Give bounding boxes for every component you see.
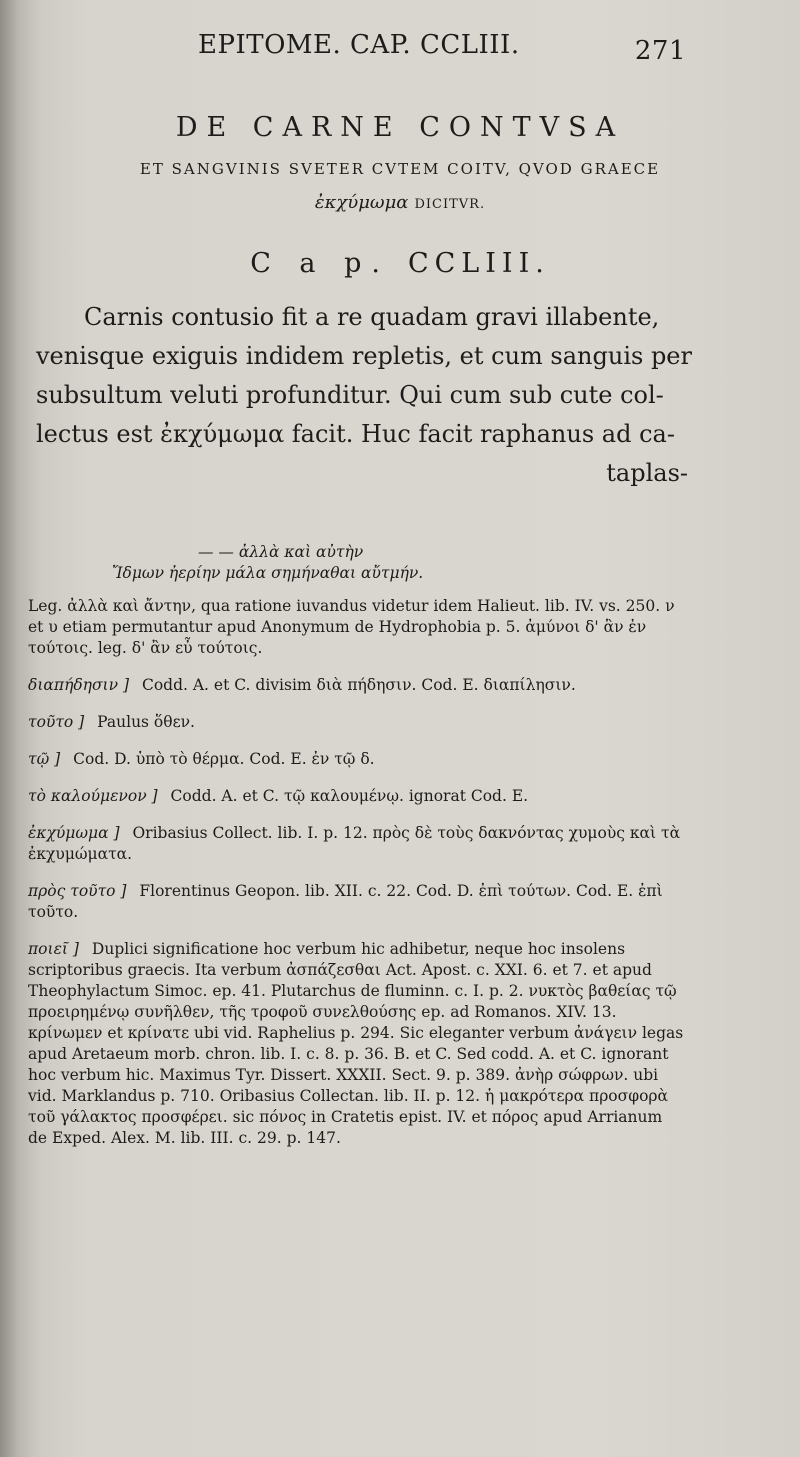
footnote-lemma: ποιεῖ ] [28,940,79,958]
footnote-lemma: ἐκχύμωμα ] [28,824,120,842]
footnotes [28,542,684,1149]
footnote-text: Duplici significatione hoc verbum hic adhibetur, neque hoc insolens scriptoribus graecis. Ita verbum ἀσπάζεσθαι Act. Apost. c. XXI. 6. et 7. et apud Theophylactum Simoc. ep. 41. Plutarchus de fluminn. c. I. p. 2. νυκτὸς βαθείας τῷ προειρημένῳ συνῆλθεν, τῆς τροφοῦ συνελθούσης ep. ad Romanos. XIV. 13. κρίνωμεν et κρίνατε ubi vid. Raphelius p. 294. Sic eleganter verbum ἀνάγειν legas apud Aretaeum morb. chron. lib. I. c. 8. p. 36. B. et C. Sed codd. A. et C. ignorant hoc verbum hic. Maximus Tyr. Dissert. XXXII. Sect. 9. p. 389. ἀνὴρ σώφρων. ubi vid. Marklandus p. 710. Oribasius Collectan. lib. II. p. 12. ἡ μακρότερα προσφορὰ τοῦ γάλακτος προσφέρει. sic πόνος in Cratetis epist. IV. et πόρος apud Arrianum de Exped. Alex. M. lib. III. c. 29. p. 147. [28,940,684,1147]
footnote-item [28,786,684,807]
chapter-cap-label: C a p. [250,248,390,279]
footnote-item [28,749,684,770]
verse-line: Ἴδμων ἠερίην μάλα σημήναθαι αὔτμήν. [112,564,424,582]
footnote-text: Codd. A. et C. τῷ καλουμένῳ. ignorat Cod. E. [170,787,529,805]
footnote-text: Paulus ὅθεν. [97,713,195,731]
verse-line: — — ἀλλὰ καὶ αὐτὴν [198,543,364,561]
footnote-item [28,823,684,865]
footnote-lemma: πρὸς τοῦτο ] [28,882,127,900]
footnote-item [28,939,684,1149]
chapter-roman-numeral: CCLIII. [407,248,550,279]
footnote-item [28,712,684,733]
running-header [198,30,686,70]
page-number: 271 [634,36,686,66]
footnote-text: Oribasius Collect. lib. I. p. 12. πρὸς δὲ τοὺς δακνόντας χυμοὺς καὶ τὰ ἐκχυμώματα. [28,824,681,863]
body-line: subsultum veluti profunditur. Qui cum sub cute col- [36,381,664,409]
body-line: lectus est ἐκχύμωμα facit. Huc facit raphanus ad ca- [36,420,675,448]
chapter-subheading-greek [0,192,800,213]
main-text [36,298,692,493]
leg-note: Leg. ἀλλὰ καὶ ἄντην, qua ratione iuvandus videtur idem Halieut. lib. IV. vs. 250. ν et υ etiam permutantur apud Anonymum de Hydrophobia p. 5. ἀμύνοι δ' ἂν ἐν τούτοις. leg. δ' ἂν εὖ τούτοις. [28,597,675,657]
footnote-lemma: τὸ καλούμενον ] [28,787,158,805]
body-line: Carnis contusio fit a re quadam gravi illabente, [84,303,660,331]
footnote-item [28,675,684,696]
catchword: taplas- [606,459,688,487]
chapter-heading: DE CARNE CONTVSA [175,112,625,143]
footnote-lemma: τῷ ] [28,750,61,768]
running-title: EPITOME. CAP. CCLIII. [198,30,520,60]
footnote-item [28,881,684,923]
body-line: venisque exiguis indidem repletis, et cum sanguis per [36,342,692,370]
dicitur-word: DICITVR. [414,197,486,212]
chapter-subheading: ET SANGVINIS SVETER CVTEM COITV, QVOD GRAECE [139,160,661,178]
footnote-lemma: τοῦτο ] [28,713,85,731]
footnote-lemma: διαπήδησιν ] [28,676,130,694]
greek-term: ἐκχύμωμα [314,192,409,213]
chapter-number [0,248,800,279]
footnote-text: Codd. A. et C. divisim διὰ πήδησιν. Cod. E. διαπίλησιν. [141,676,576,694]
footnote-text: Cod. D. ὑπὸ τὸ θέρμα. Cod. E. ἐν τῷ δ. [73,750,375,768]
footnote-text: Florentinus Geopon. lib. XII. c. 22. Cod. D. ἐπὶ τούτων. Cod. E. ἐπὶ τοῦτο. [28,882,663,921]
